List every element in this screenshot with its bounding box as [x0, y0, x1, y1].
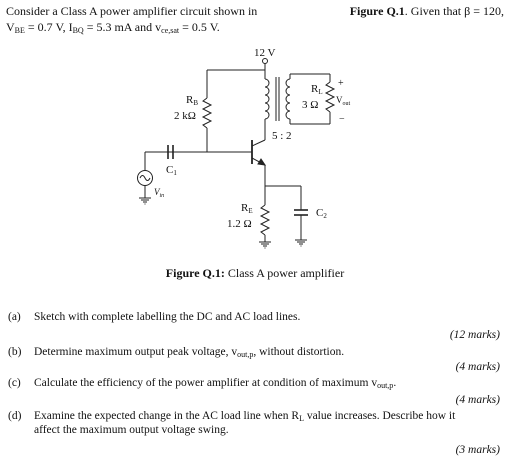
question-d-sub: L — [299, 414, 304, 423]
vce-value: = 0.5 V. — [179, 20, 220, 34]
question-c-sub: out,p — [377, 381, 394, 390]
figure-reference: Figure Q.1 — [349, 4, 405, 18]
intro-text-2: . Given that β = 120, — [404, 4, 504, 18]
ibq-value: = 5.3 mA and v — [83, 20, 162, 34]
question-c-label: (c) — [8, 377, 21, 389]
re-label: RE — [241, 202, 253, 215]
c1-label: C1 — [166, 164, 177, 177]
question-b-marks: (4 marks) — [455, 361, 500, 373]
problem-statement — [6, 3, 504, 35]
bjt-transistor — [252, 140, 265, 165]
vin-label: $V_{in}$ — [154, 187, 165, 199]
question-d-label: (d) — [8, 410, 22, 422]
question-d-text-end: value increases. Describe how it — [303, 410, 456, 422]
question-a-text: Sketch with complete labelling the DC and AC load lines. — [34, 311, 301, 323]
vout-plus: + — [338, 78, 344, 89]
re-resistor — [261, 205, 269, 235]
ibq-sub: BQ — [72, 26, 84, 35]
question-a-marks: (12 marks) — [449, 329, 500, 341]
question-c-text: Calculate the efficiency of the power amplifier at condition of maximum v — [34, 377, 378, 389]
question-b-text: Determine maximum output peak voltage, v — [34, 346, 238, 358]
question-d — [8, 409, 455, 424]
question-c-text-end: . — [393, 377, 397, 389]
question-b-sub: out,p — [237, 350, 254, 359]
question-a — [8, 310, 300, 325]
question-c-marks: (4 marks) — [455, 394, 500, 406]
rb-resistor — [203, 98, 211, 128]
rb-value: 2 kΩ — [174, 110, 196, 122]
amplifier-circuit-diagram — [0, 36, 510, 266]
question-b-label: (b) — [8, 346, 22, 358]
ground-emitter — [259, 242, 271, 248]
question-b-text-end: , without distortion. — [253, 346, 345, 358]
question-a-label: (a) — [8, 311, 21, 323]
vout-minus: − — [339, 114, 345, 125]
rl-label: RL — [311, 83, 323, 96]
c2-label: C2 — [316, 207, 327, 220]
vout-label: $V_{out}$ — [336, 95, 351, 107]
question-d-marks: (3 marks) — [455, 444, 500, 456]
ground-c2 — [295, 240, 307, 246]
turns-ratio: 5 : 2 — [272, 130, 292, 142]
figure-caption — [0, 266, 510, 281]
question-d-text: Examine the expected change in the AC load line when R — [34, 410, 300, 422]
rl-resistor — [326, 82, 334, 112]
transformer-primary — [265, 79, 269, 119]
caption-text: Class A power amplifier — [224, 266, 345, 280]
vbe-value: = 0.7 V, I — [24, 20, 73, 34]
question-d-line2: affect the maximum output voltage swing. — [34, 424, 229, 436]
vbe-symbol: V — [6, 20, 15, 34]
rb-label: RB — [186, 94, 199, 107]
c2-capacitor — [294, 210, 308, 215]
vce-sub: ce,sat — [161, 26, 180, 35]
rl-value: 3 Ω — [302, 99, 319, 111]
re-value: 1.2 Ω — [227, 218, 252, 230]
supply-label: 12 V — [254, 47, 276, 59]
intro-line-1 — [6, 3, 504, 19]
intro-line-2 — [6, 19, 504, 35]
sine-icon — [140, 176, 150, 181]
transformer-secondary — [286, 79, 290, 119]
question-c — [8, 376, 396, 391]
question-b — [8, 345, 344, 360]
supply-node — [263, 59, 268, 64]
intro-text-1: Consider a Class A power amplifier circuit shown in — [6, 4, 258, 18]
vbe-sub: BE — [14, 26, 25, 35]
ground-source — [139, 198, 151, 204]
caption-label: Figure Q.1: — [165, 266, 225, 280]
